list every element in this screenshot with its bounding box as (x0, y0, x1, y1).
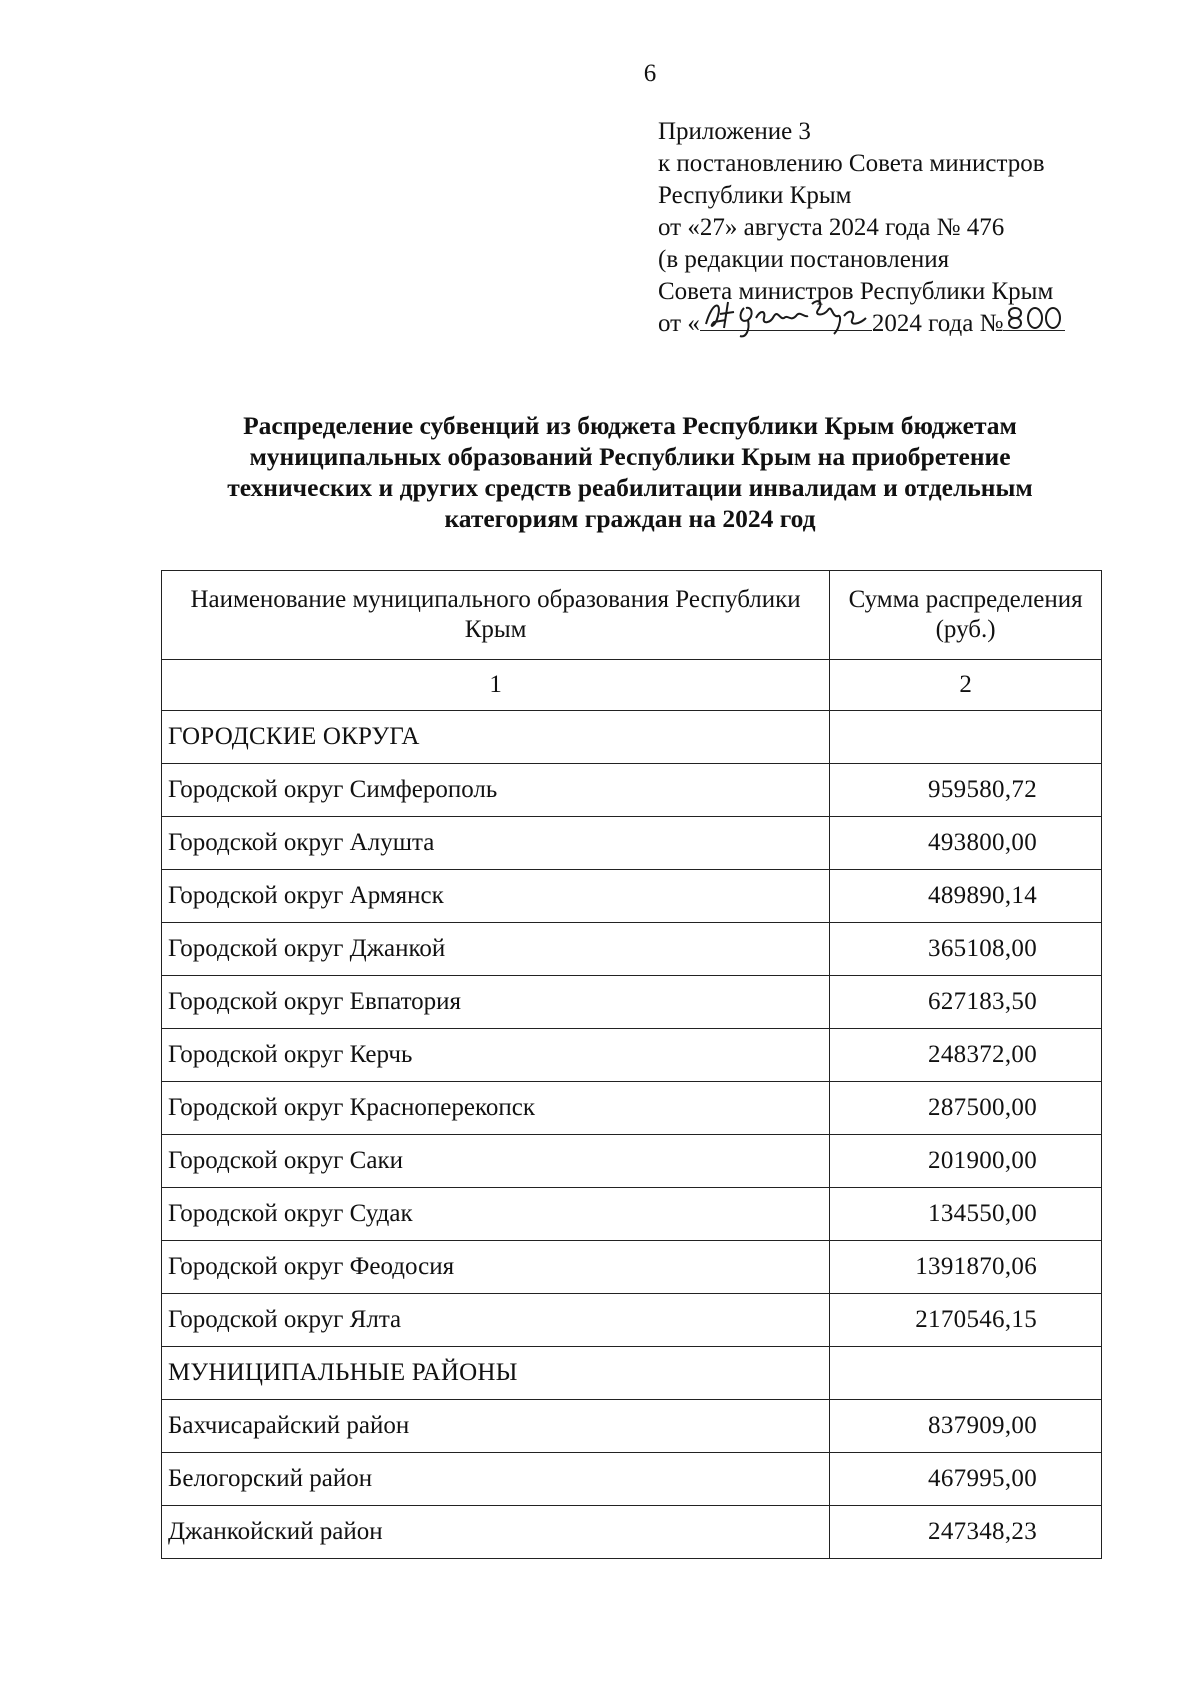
row-name: Городской округ Евпатория (162, 976, 830, 1029)
row-amount (830, 1347, 1102, 1400)
title-line-4: категориям граждан на 2024 год (444, 504, 816, 533)
row-name: Городской округ Красноперекопск (162, 1082, 830, 1135)
row-amount: 1391870,06 (830, 1241, 1102, 1294)
title-line-3: технических и других средств реабилитации инвалидам и отдельным (227, 473, 1033, 502)
row-name: Городской округ Судак (162, 1188, 830, 1241)
table-row (162, 870, 1102, 923)
row-name: МУНИЦИПАЛЬНЫЕ РАЙОНЫ (162, 1347, 830, 1400)
row-name: Городской округ Саки (162, 1135, 830, 1188)
header-amount: Сумма распределения (руб.) (830, 571, 1102, 660)
row-name: Городской округ Армянск (162, 870, 830, 923)
row-amount: 467995,00 (830, 1453, 1102, 1506)
row-amount: 248372,00 (830, 1029, 1102, 1082)
handwritten-number (1003, 308, 1065, 331)
title-line-2: муниципальных образований Республики Крым на приобретение (249, 442, 1011, 471)
row-name: Городской округ Алушта (162, 817, 830, 870)
distribution-table (161, 570, 1102, 1559)
section-row-municipal-districts (162, 1347, 1102, 1400)
table-row (162, 1506, 1102, 1559)
document-title (150, 410, 1110, 534)
column-number-2: 2 (830, 660, 1102, 711)
row-amount: 134550,00 (830, 1188, 1102, 1241)
row-amount: 627183,50 (830, 976, 1102, 1029)
row-amount: 493800,00 (830, 817, 1102, 870)
table-row (162, 1082, 1102, 1135)
table-row (162, 1453, 1102, 1506)
page-number: 6 (643, 60, 657, 87)
table-header-row (162, 571, 1102, 660)
table-row (162, 976, 1102, 1029)
column-numbering-row (162, 660, 1102, 711)
appendix-line-7 (658, 308, 1065, 340)
appendix-line-1: Приложение 3 (658, 118, 811, 145)
appendix-line-2: к постановлению Совета министров (658, 150, 1045, 177)
row-name: Городской округ Феодосия (162, 1241, 830, 1294)
table-row (162, 817, 1102, 870)
appendix-header (658, 116, 1065, 340)
row-amount: 959580,72 (830, 764, 1102, 817)
handwritten-date-signature (700, 294, 872, 338)
table-row (162, 1294, 1102, 1347)
row-name: Городской округ Ялта (162, 1294, 830, 1347)
row-name: Городской округ Керчь (162, 1029, 830, 1082)
row-name: Городской округ Симферополь (162, 764, 830, 817)
row-amount: 247348,23 (830, 1506, 1102, 1559)
row-amount (830, 711, 1102, 764)
header-municipality: Наименование муниципального образования Республики Крым (162, 571, 830, 660)
row-name: Бахчисарайский район (162, 1400, 830, 1453)
appendix-line-3: Республики Крым (658, 182, 852, 209)
row-amount: 287500,00 (830, 1082, 1102, 1135)
row-name: Городской округ Джанкой (162, 923, 830, 976)
table-row (162, 923, 1102, 976)
column-number-1: 1 (162, 660, 830, 711)
appendix-line-5: (в редакции постановления (658, 246, 950, 273)
table-row (162, 1029, 1102, 1082)
row-amount: 365108,00 (830, 923, 1102, 976)
appendix-line-4: от «27» августа 2024 года № 476 (658, 214, 1005, 241)
handwritten-date (700, 308, 872, 331)
title-line-1: Распределение субвенций из бюджета Республики Крым бюджетам (243, 411, 1017, 440)
handwritten-number-signature (1003, 294, 1065, 338)
section-row-city-districts (162, 711, 1102, 764)
table-row (162, 1241, 1102, 1294)
row-amount: 489890,14 (830, 870, 1102, 923)
row-name: Джанкойский район (162, 1506, 830, 1559)
appendix-line-7-mid: 2024 года № (871, 310, 1004, 337)
table-row (162, 1135, 1102, 1188)
row-name: Белогорский район (162, 1453, 830, 1506)
appendix-line-6: Совета министров Республики Крым (658, 278, 1054, 305)
table-row (162, 764, 1102, 817)
table-row (162, 1400, 1102, 1453)
appendix-line-7-prefix: от « (658, 310, 700, 337)
row-amount: 837909,00 (830, 1400, 1102, 1453)
row-amount: 2170546,15 (830, 1294, 1102, 1347)
row-amount: 201900,00 (830, 1135, 1102, 1188)
table-row (162, 1188, 1102, 1241)
row-name: ГОРОДСКИЕ ОКРУГА (162, 711, 830, 764)
